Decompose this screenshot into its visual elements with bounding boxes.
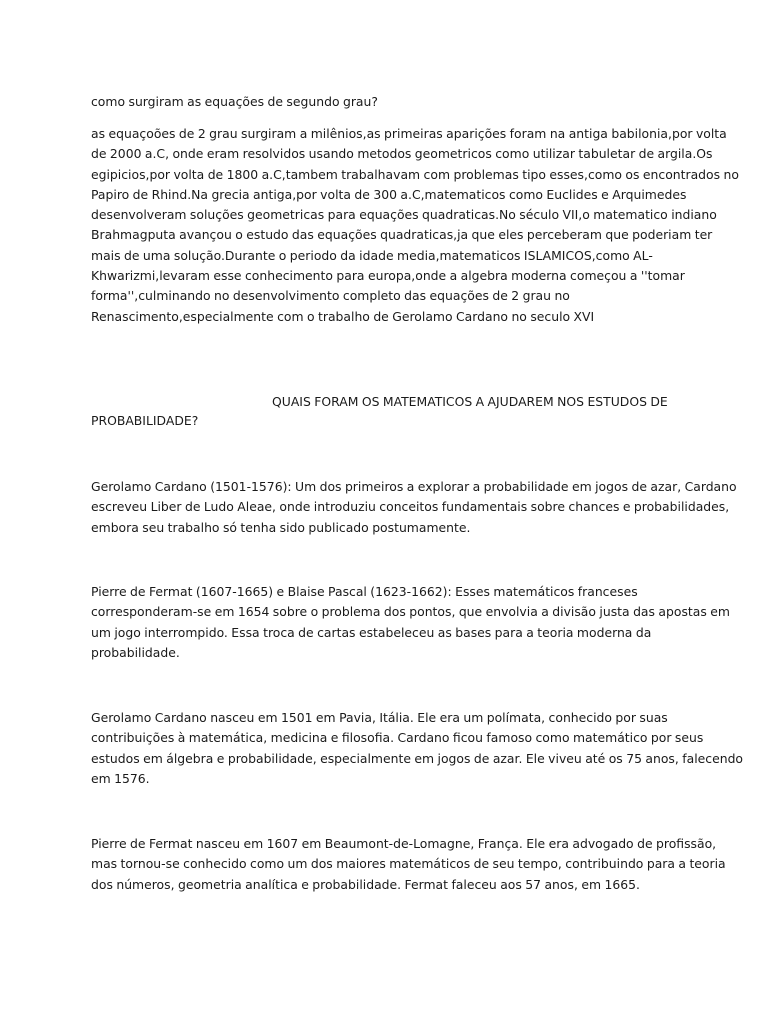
paragraph-cardano-probability — [91, 477, 737, 538]
text-line: embora seu trabalho só tenha sido publicado postumamente. — [91, 519, 471, 535]
text-line: de 2000 a.C, onde eram resolvidos usando metodos geometricos como utilizar tabuletar de argila.Os — [91, 146, 713, 162]
text-line: mais de uma solução.Durante o periodo da idade media,matematicos ISLAMICOS,como AL- — [91, 247, 653, 263]
text-line: probabilidade. — [91, 644, 180, 660]
text-line: escreveu Liber de Ludo Aleae, onde introduziu conceitos fundamentais sobre chances e probabilidades, — [91, 499, 730, 515]
text-line: QUAIS FORAM OS MATEMATICOS A AJUDAREM NOS ESTUDOS DE — [272, 394, 668, 409]
text-line: contribuições à matemática, medicina e filosofia. Cardano ficou famoso como matemático por seus — [91, 730, 704, 746]
text-line: como surgiram as equações de segundo grau? — [91, 94, 378, 109]
question-heading-equations — [91, 92, 686, 112]
paragraph-cardano-biography — [91, 708, 744, 789]
text-line: Khwarizmi,levaram esse conhecimento para europa,onde a algebra moderna começou a ''tomar — [91, 268, 685, 284]
paragraph-equations-history — [91, 124, 739, 327]
text-line: desenvolveram soluções geometricas para equações quadraticas.No século VII,o matematico indiano — [91, 207, 717, 223]
text-line: Papiro de Rhind.Na grecia antiga,por volta de 300 a.C,matematicos como Euclides e Arquimedes — [91, 186, 687, 202]
text-line: mas tornou-se conhecido como um dos maiores matemáticos de seu tempo, contribuindo para a teoria — [91, 856, 726, 872]
text-line: Pierre de Fermat (1607-1665) e Blaise Pascal (1623-1662): Esses matemáticos franceses — [91, 584, 638, 599]
text-line: Renascimento,especialmente com o trabalho de Gerolamo Cardano no seculo XVI — [91, 308, 595, 324]
text-line: corresponderam-se em 1654 sobre o problema dos pontos, que envolvia a divisão justa das apostas em — [91, 604, 730, 620]
text-line: egipicios,por volta de 1800 a.C,tambem trabalhavam com problemas tipo esses,como os encontrados no — [91, 166, 739, 182]
text-line: forma'',culminando no desenvolvimento completo das equações de 2 grau no — [91, 288, 570, 304]
paragraph-fermat-pascal — [91, 582, 730, 663]
text-line: as equaçoões de 2 grau surgiram a milênios,as primeiras aparições foram na antiga babilonia,por volta — [91, 126, 727, 141]
text-line: PROBABILIDADE? — [91, 413, 199, 428]
paragraph-fermat-biography — [91, 834, 726, 895]
text-line: Brahmagputa avançou o estudo das equações quadraticas,ja que eles perceberam que poderiam ter — [91, 227, 713, 243]
text-line: um jogo interrompido. Essa troca de cartas estabeleceu as bases para a teoria moderna da — [91, 624, 652, 640]
text-line: estudos em álgebra e probabilidade, especialmente em jogos de azar. Ele viveu até os 75 anos, falecendo — [91, 750, 744, 766]
text-line: Gerolamo Cardano (1501-1576): Um dos primeiros a explorar a probabilidade em jogos de azar, Cardano — [91, 479, 737, 494]
text-line: em 1576. — [91, 770, 150, 786]
text-line: dos números, geometria analítica e probabilidade. Fermat faleceu aos 57 anos, em 1665. — [91, 876, 640, 892]
question-heading-probability-continued — [91, 411, 686, 431]
text-line: Gerolamo Cardano nasceu em 1501 em Pavia, Itália. Ele era um polímata, conhecido por suas — [91, 710, 668, 725]
question-heading-probability — [272, 392, 768, 412]
text-line: Pierre de Fermat nasceu em 1607 em Beaumont-de-Lomagne, França. Ele era advogado de profissão, — [91, 836, 717, 851]
